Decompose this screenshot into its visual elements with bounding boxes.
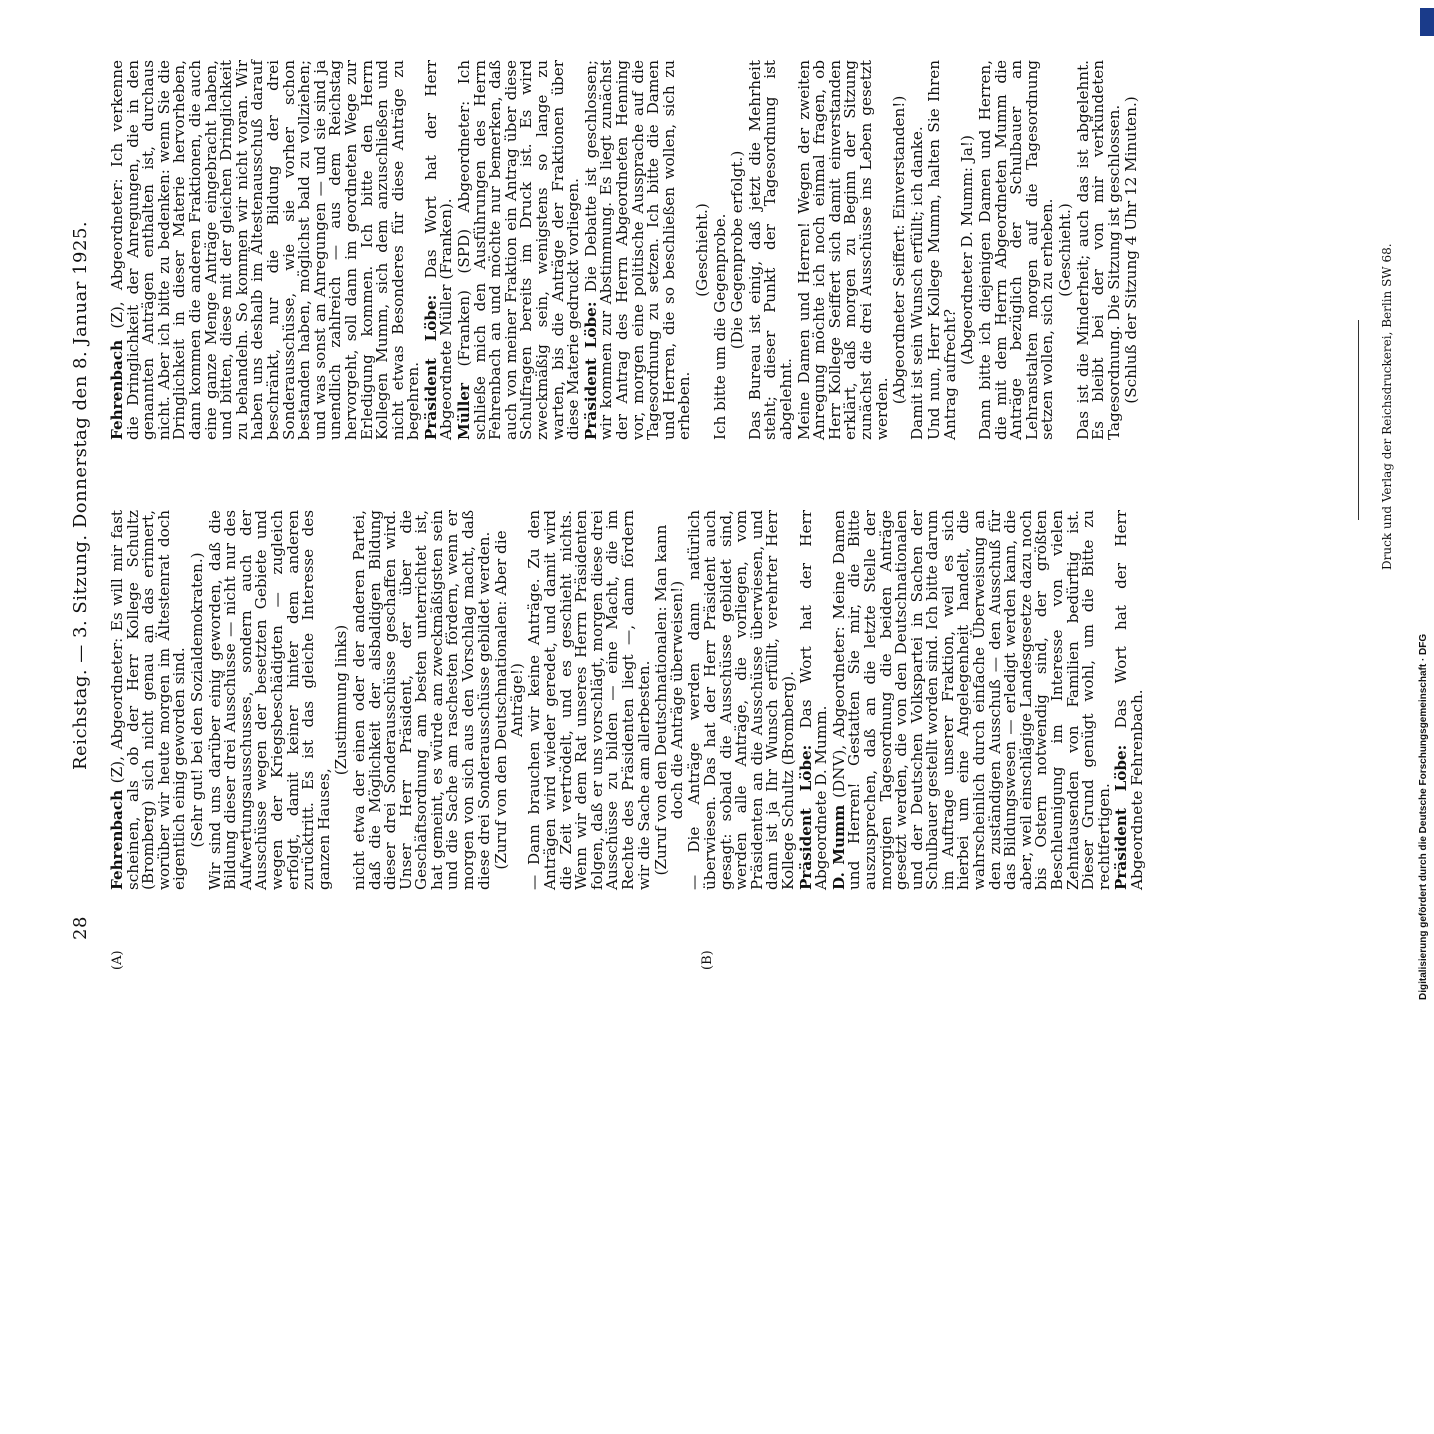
paragraph-text: — Dann brauchen wir keine Anträge. Zu den Anträgen wird wieder geredet, und damit wird die Zeit vertrödelt, und es geschieht nichts. Wenn wir dem Rat unseres Herrn Präsidenten folgen, daß er uns vorschlägt, morgen diese drei Ausschüsse zu bilden — eine Macht, die im Rechte des Präsidenten liegt —, dann fördern wir die Sache am allerbesten. <box>525 510 653 890</box>
paragraph <box>581 60 694 440</box>
page-number: 28 <box>70 916 91 940</box>
margin-mark-b: (B) <box>700 950 715 970</box>
paragraph <box>421 60 456 440</box>
paragraph-text: (DNV), Abgeordneter: Meine Damen und Herren! Gestatten Sie mir, die Bitte auszusprechen, daß an die letzte Stelle der morgigen Tagesordnung die beiden Anträge gesetzt werden, die von den Deutschnationalen und der Deutschen Volkspartei in Sachen der Schulbauer gestellt worden sind. Ich bitte darum im Auftrage unserer Fraktion, weil es sich hierbei um eine Angelegenheit handelt, die wahrscheinlich durch einfache Überweisung an den zuständigen Ausschuß — den Ausschuß für das Bildungswesen — erledigt werden kann, die aber, weil einschlägige Landesgesetze dazu noch bis Ostern notwendig sind, der größten Beschleunigung im Interesse von vielen Zehntausenden von Familien bedürftig ist. Dieser Grund genügt wohl, um die Bitte zu rechtfertigen. <box>829 510 1113 890</box>
paragraph <box>796 510 831 890</box>
text-column-right <box>110 60 1142 440</box>
paragraph-text: Ich bitte um die Gegenprobe. <box>710 213 729 440</box>
speaker-name: Fehrenbach <box>108 789 126 890</box>
digitization-credit: Digitalisierung gefördert durch die Deutsche Forschungsgemeinschaft · DFG <box>1418 633 1429 1000</box>
paragraph-text: Die Debatte ist geschlossen; wir kommen zur Abstimmung. Es liegt zunächst der Antrag des Herrn Abgeordneten Henning vor, morgen eine politische Aussprache auf die Tagesordnung zu setzen. Ich bitte die Damen und Herren, die so beschließen wollen, sich zu erheben. <box>581 60 694 440</box>
interjection: (Zuruf von den Deutschnationalen: Aber die Anträge!) <box>492 530 526 870</box>
paragraph <box>110 510 188 890</box>
paragraph-text: nicht etwa der einen oder der anderen Partei, daß die Möglichkeit der alsbaldigen Bildung dieser drei Sonderausschüsse geschaffen wird. Unser Herr Präsident, der über die Geschäftsordnung am besten unterrichtet ist, hat gemeint, es würde am zweckmäßigsten sein und die Sache am raschesten fördern, wenn er morgen von sich aus den Vorschlag macht, daß diese drei Sonderausschüsse gebildet werden. <box>349 510 493 890</box>
digitization-sidebar <box>1418 0 1434 1000</box>
paragraph <box>1114 510 1145 890</box>
paragraph-text: — Die Anträge werden dann natürlich überwiesen. Das hat der Herr Präsident auch gesagt: sobald die Ausschüsse gebildet sind, werden alle Anträge, die vorliegen, vom Präsidenten an die Ausschüsse überwiesen, und dann ist ja Ihr Wunsch erfüllt, verehrter Herr Kollege Schultz (Bromberg). <box>685 510 797 890</box>
paragraph <box>687 510 796 890</box>
paragraph-text: Das Wort hat der Herr Abgeordnete D. Mumm. <box>796 510 831 890</box>
paragraph <box>527 510 652 890</box>
interjection: (Schluß der Sitzung 4 Uhr 12 Minuten.) <box>1122 96 1141 404</box>
speaker-name: Präsident Löbe: <box>421 294 440 440</box>
paragraph-text: (Franken) (SPD) Abgeordneter: Ich schließe mich den Ausführungen des Herrn Fehrenbach an und möchte nur bemerken, daß auch von meiner Fraktion ein Antrag über diese Schulfragen bereits im Druck ist. Es wird zweckmäßig sein, wenigstens so lange zu warten, bis die Anträge der Fraktionen über diese Materie gedruckt vorliegen. <box>455 60 583 440</box>
paragraph <box>745 60 795 440</box>
paragraph <box>457 60 582 440</box>
paragraph <box>927 60 958 440</box>
paragraph-text: Das Wort hat der Herr Abgeordnete Müller (Franken). <box>421 60 456 440</box>
speaker-name: Müller <box>455 382 474 440</box>
paragraph-text: (Z), Abgeordneter: Es will mir fast scheinen, als ob der Herr Kollege Schultz (Bromberg) sich nicht genau an das erinnert, worüber wir heute morgen im Ältestenrat doch eigentlich einig geworden sind. <box>108 510 189 890</box>
interjection: (Die Gegenprobe erfolgt.) <box>728 150 747 350</box>
page-header <box>70 0 110 940</box>
footer-rule <box>1358 320 1359 520</box>
speaker-name: Fehrenbach <box>108 339 126 440</box>
interjection: (Abgeordneter D. Mumm: Ja!) <box>958 135 977 365</box>
paragraph-text: Wir sind uns darüber einig geworden, daß die Bildung dieser drei Ausschüsse — nicht nur des Aufwertungsausschusses, sondern auch der Ausschüsse wegen der besetzten Gebiete und wegen der Kriegsbeschädigten — zugleich erfolgt, damit keiner hinter dem anderen zurücktritt. Es ist das gleiche Interesse des ganzen Hauses, <box>205 510 333 890</box>
paragraph <box>829 510 1113 890</box>
paragraph-text: Meine Damen und Herren! Wegen der zweiten Anregung möchte ich noch einmal fragen, ob Herr Kollege Seiffert sich damit einverstanden erklärt, daß morgen zu Beginn der Sitzung zunächst die drei Ausschüsse ins Leben gesetzt werden. <box>794 60 891 440</box>
paragraph-text: Das Wort hat der Herr Abgeordnete Fehrenbach. <box>1112 510 1146 890</box>
paragraph <box>978 60 1056 440</box>
paragraph-text: Und nun, Herr Kollege Mumm, halten Sie Ihren Antrag aufrecht? <box>925 60 959 440</box>
interjection: (Zuruf von den Deutschnationalen: Man kann doch die Anträge überweisen!) <box>652 524 686 876</box>
paragraph <box>349 510 493 890</box>
paragraph <box>794 60 891 440</box>
speaker-name: Präsident Löbe: <box>796 744 815 890</box>
printer-imprint: Druck und Verlag der Reichsdruckerei, Berlin SW 68. <box>1380 243 1394 570</box>
paragraph-text: Das ist die Minderheit; auch das ist abgelehnt. Es bleibt bei der von mir verkündeten Tagesordnung. Die Sitzung ist geschlossen. <box>1073 60 1123 440</box>
paragraph-text: Dann bitte ich diejenigen Damen und Herren, die mit dem Herrn Abgeordneten Mumm die Anträge bezüglich der Schulbauer an Lehranstalten morgen auf die Tagesordnung setzen wollen, sich zu erheben. <box>976 60 1057 440</box>
interjection: (Geschieht.) <box>692 203 711 297</box>
paragraph <box>1073 60 1123 440</box>
paragraph-text: (Z), Abgeordneter: Ich verkenne die Dringlichkeit der Anregungen, die in den genannten Anträgen enthalten ist, durchaus nicht. Aber ich bitte zu bedenken: wenn Sie die Dringlichkeit in dieser Materie hervorheben, dann kommen die anderen Fraktionen, die auch eine ganze Menge Anträge eingebracht haben, und bitten, diese mit der gleichen Dringlichkeit zu behandeln. So kommen wir nicht voran. Wir haben uns deshalb im Ältestenausschuß darauf beschränkt, nur die Bildung der drei Sonderausschüsse, wie sie vorher schon bestanden haben, möglichst bald zu vollziehen; und was sonst an Anregungen — und sie sind ja unendlich zahlreich — aus dem Reichstag hervorgeht, soll dann im geordneten Wege zur Erledigung kommen. Ich bitte den Herrn Kollegen Mumm, sich dem anzuschließen und nicht etwas Besonderes für diese Anträge zu begehren. <box>108 60 423 440</box>
paragraph-text: Das Bureau ist einig, daß jetzt die Mehrheit steht; dieser Punkt der Tagesordnung ist abgelehnt. <box>745 60 795 440</box>
interjection: (Sehr gut! bei den Sozialdemokraten.) <box>187 552 206 848</box>
paragraph <box>907 60 926 440</box>
margin-mark-a: (A) <box>110 950 125 970</box>
running-head: Reichstag. — 3. Sitzung. Donnerstag den 8. Januar 1925. <box>70 220 91 770</box>
paragraph <box>110 60 422 440</box>
text-column-left <box>110 510 1148 890</box>
paragraph-text: Damit ist sein Wunsch erfüllt; ich danke. <box>907 126 926 440</box>
speaker-name: D. Mumm <box>829 804 848 890</box>
speaker-name: Präsident Löbe: <box>581 301 600 440</box>
speaker-name: Präsident Löbe: <box>1112 744 1131 890</box>
interjection: (Geschieht.) <box>1056 203 1075 297</box>
interjection: (Zustimmung links) <box>332 624 351 776</box>
document-page <box>0 40 1400 1000</box>
interjection: (Abgeordneter Seiffert: Einverstanden!) <box>890 95 909 405</box>
paragraph <box>710 60 729 440</box>
paragraph <box>205 510 333 890</box>
